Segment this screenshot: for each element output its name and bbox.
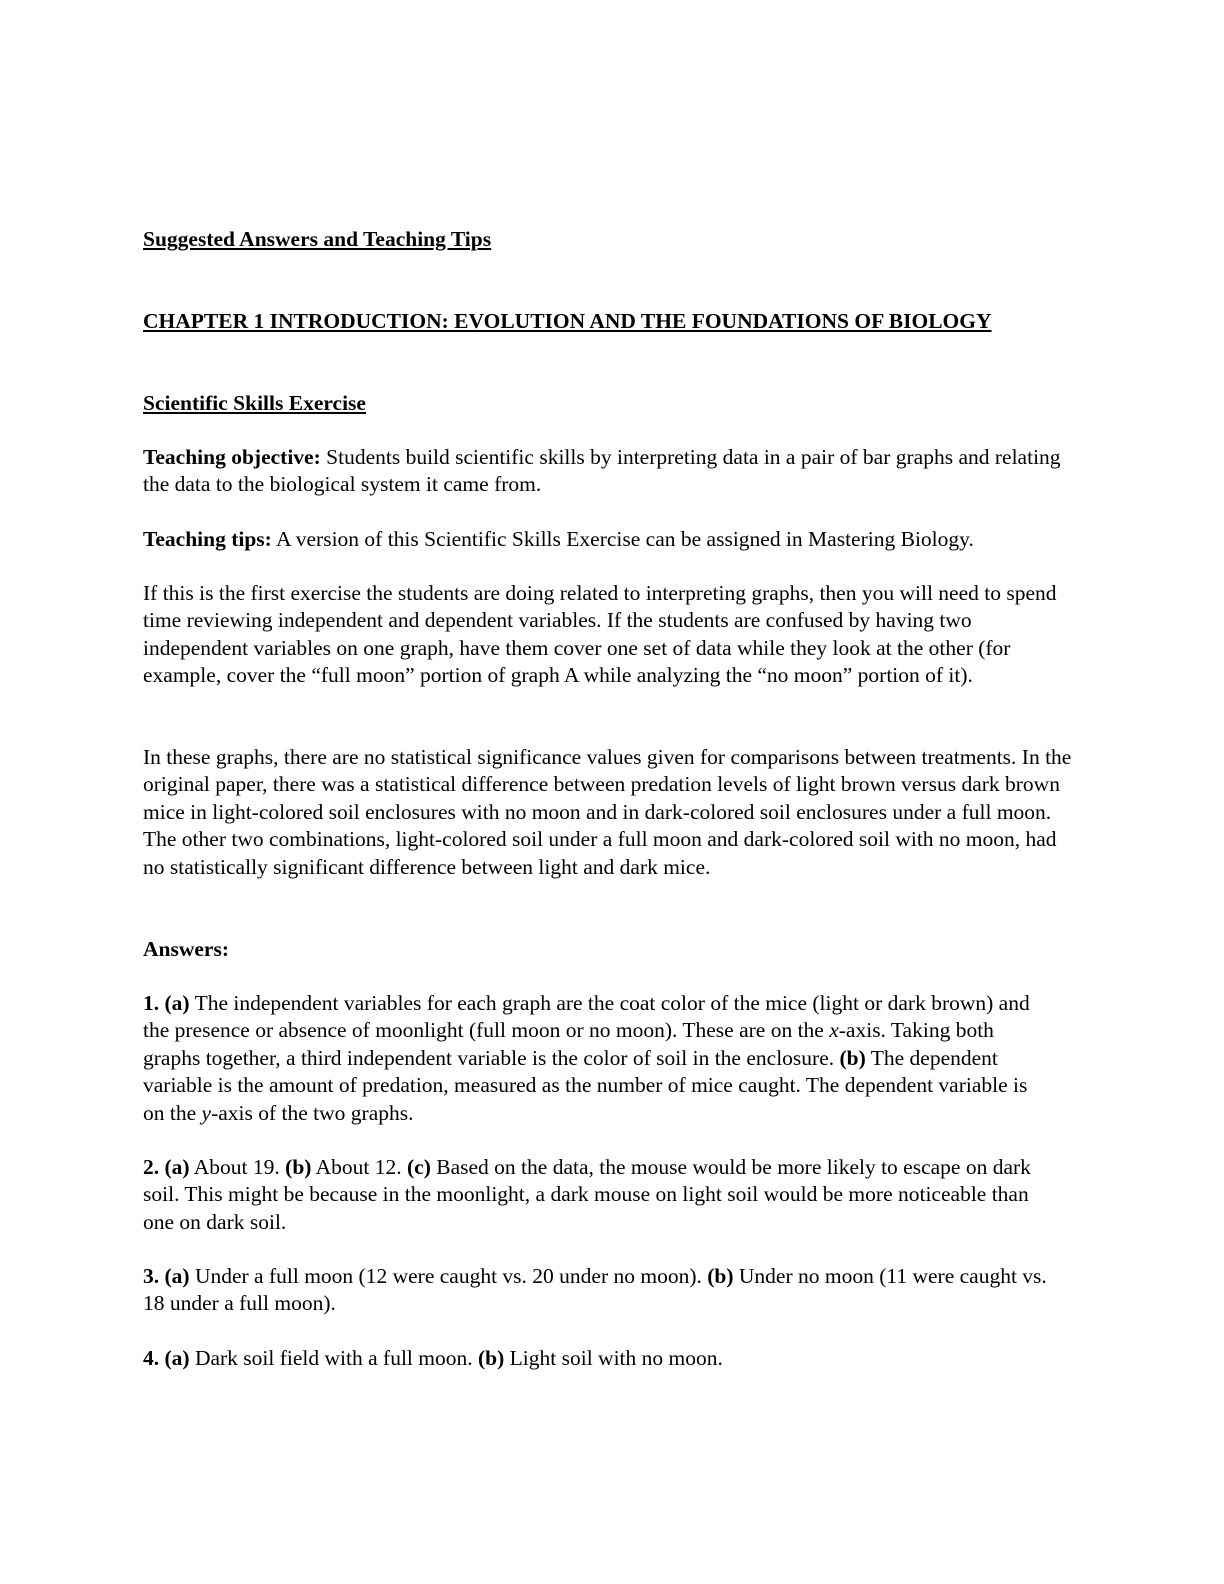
answer-3	[143, 1263, 1053, 1318]
chapter-heading: CHAPTER 1 INTRODUCTION: EVOLUTION AND THE FOUNDATIONS OF BIOLOGY	[143, 309, 992, 333]
italic-x: x	[829, 1018, 839, 1043]
answers-label: Answers:	[143, 937, 229, 961]
document-title: Suggested Answers and Teaching Tips	[143, 227, 492, 251]
italic-y: y	[201, 1100, 212, 1125]
paragraph-graphs-intro: If this is the first exercise the students are doing related to interpreting graphs, then you will need to spend time reviewing independent and dependent variables. If the students are confused by having two independent variables on one graph, have them cover one set of data while they look at the other (for example, cover the “full moon” portion of graph A while analyzing the “no moon” portion of it).	[143, 581, 1057, 688]
section-heading: Scientific Skills Exercise	[143, 391, 366, 415]
part-label: (b)	[285, 1155, 312, 1179]
answer-text: Under no moon (11 were caught vs. 18 under a full moon).	[143, 1264, 1047, 1316]
answer-2	[143, 1154, 1058, 1236]
part-label: (b)	[478, 1346, 505, 1370]
answer-3-number: 3. (a)	[143, 1264, 190, 1288]
answer-text: Dark soil field with a full moon.	[189, 1346, 478, 1370]
teaching-objective	[143, 444, 1073, 499]
answer-text: About 12.	[311, 1155, 408, 1179]
answer-text: Under a full moon (12 were caught vs. 20 under no moon).	[189, 1264, 708, 1288]
part-label: (c)	[407, 1155, 431, 1179]
part-label: (b)	[707, 1264, 734, 1288]
part-label: (b)	[839, 1045, 866, 1070]
answers-heading	[143, 936, 1073, 963]
answer-1	[143, 990, 1043, 1127]
answer-text: -axis of the two graphs.	[211, 1100, 414, 1125]
objective-text: Students build scientific skills by interpreting data in a pair of bar graphs and relating the data to the biological system it came from.	[143, 445, 1061, 497]
answer-text: -axis. Taking both graphs together, a third independent variable is the color of soil in the enclosure.	[143, 1018, 994, 1070]
answer-text: Light soil with no moon.	[504, 1346, 723, 1370]
objective-label: Teaching objective:	[143, 445, 321, 469]
tips-label: Teaching tips:	[143, 527, 272, 551]
answer-text: The independent variables for each graph are the coat color of the mice (light or dark brown) and the presence or absence of moonlight (full moon or no moon). These are on the	[143, 991, 1030, 1043]
answer-1-number: 1. (a)	[143, 991, 190, 1015]
answer-4-number: 4. (a)	[143, 1346, 190, 1370]
answer-text: About 19.	[189, 1155, 286, 1179]
answer-text: The dependent variable is the amount of predation, measured as the number of mice caught. The dependent variable is on the	[143, 1045, 1028, 1125]
paragraph-statistics: In these graphs, there are no statistical significance values given for comparisons between treatments. In the original paper, there was a statistical difference between predation levels of light brown versus dark brown mice in light-colored soil enclosures with no moon and in dark-colored soil enclosures under a full moon. The other two combinations, light-colored soil under a full moon and dark-colored soil with no moon, had no statistically significant difference between light and dark mice.	[143, 745, 1072, 879]
answer-2-number: 2. (a)	[143, 1155, 190, 1179]
teaching-tips	[143, 526, 1083, 553]
answer-4	[143, 1345, 1073, 1372]
tips-text: A version of this Scientific Skills Exercise can be assigned in Mastering Biology.	[271, 527, 974, 551]
answer-text: Based on the data, the mouse would be more likely to escape on dark soil. This might be because in the moonlight, a dark mouse on light soil would be more noticeable than one on dark soil.	[143, 1155, 1031, 1234]
